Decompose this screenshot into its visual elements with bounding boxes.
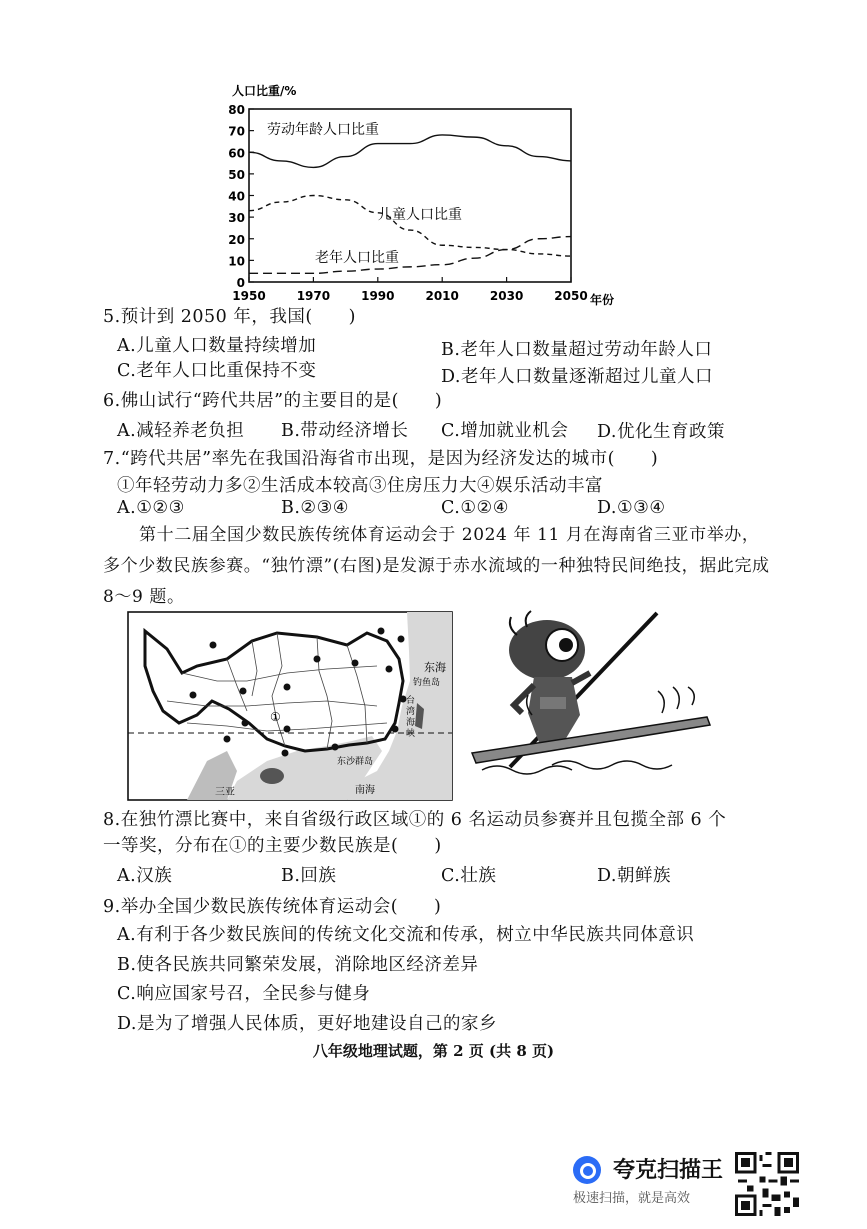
population-chart xyxy=(215,82,635,312)
q7-option-a[interactable]: A.①②③ xyxy=(117,498,185,518)
q7-option-c[interactable]: C.①②④ xyxy=(441,498,509,518)
q5-option-c[interactable]: C.老年人口比重保持不变 xyxy=(117,361,317,381)
y-tick-label: 40 xyxy=(228,189,245,204)
chart-ylabel: 人口比重/% xyxy=(232,84,297,98)
q7-option-d[interactable]: D.①③④ xyxy=(597,498,666,518)
q5-option-b[interactable]: B.老年人口数量超过劳动年龄人口 xyxy=(441,340,713,360)
china-map xyxy=(127,611,453,801)
map-label-strait-2: 湾 xyxy=(406,707,416,717)
mascot-right-arm xyxy=(572,673,590,683)
q5-option-d[interactable]: D.老年人口数量逐渐超过儿童人口 xyxy=(441,367,713,387)
x-tick-label: 2050 xyxy=(554,289,588,303)
q9-option-d[interactable]: D.是为了增强人民体质，更好地建设自己的家乡 xyxy=(117,1014,497,1034)
map-label-sanya: 三亚 xyxy=(215,787,235,798)
map-label-region-one: ① xyxy=(270,710,281,724)
q8-option-d[interactable]: D.朝鲜族 xyxy=(597,866,671,886)
label-children: 儿童人口比重 xyxy=(378,207,462,223)
scanner-tagline: 极速扫描，就是高效 xyxy=(573,1191,691,1206)
q7-items: ①年轻劳动力多②生活成本较高③住房压力大④娱乐活动丰富 xyxy=(117,476,603,496)
y-tick-label: 70 xyxy=(228,124,245,139)
series-line-2 xyxy=(249,237,571,274)
q6-option-c[interactable]: C.增加就业机会 xyxy=(441,421,569,441)
q9-stem: 9.举办全国少数民族传统体育运动会( ) xyxy=(103,897,442,917)
bamboo-log xyxy=(472,717,710,763)
y-tick-label: 50 xyxy=(228,167,245,182)
q5-option-a[interactable]: A.儿童人口数量持续增加 xyxy=(117,336,317,356)
q8-option-b[interactable]: B.回族 xyxy=(281,866,337,886)
q6-option-d[interactable]: D.优化生育政策 xyxy=(597,422,725,442)
map-label-strait-4: 峡 xyxy=(406,729,416,739)
q5-stem: 5.预计到 2050 年，我国( ) xyxy=(103,307,357,327)
y-tick-label: 0 xyxy=(236,276,245,290)
q9-option-a[interactable]: A.有利于各少数民族间的传统文化交流和传承，树立中华民族共同体意识 xyxy=(117,925,695,945)
y-tick-label: 10 xyxy=(228,254,245,269)
q7-option-b[interactable]: B.②③④ xyxy=(281,498,349,518)
q8-option-a[interactable]: A.汉族 xyxy=(117,866,173,886)
quark-logo-icon xyxy=(573,1156,601,1184)
series-line-0 xyxy=(249,135,571,167)
map-label-east-sea: 东海 xyxy=(424,661,446,674)
map-label-dongsha: 东沙群岛 xyxy=(337,757,374,767)
q8-stem-line1: 8.在独竹漂比赛中，来自省级行政区域①的 6 名运动员参赛并且包揽全部 6 个 xyxy=(103,810,727,830)
qr-code-icon xyxy=(735,1152,799,1216)
q7-stem: 7.“跨代共居”率先在我国沿海省市出现，是因为经济发达的城市( ) xyxy=(103,449,659,469)
series-line-1 xyxy=(249,196,571,257)
x-tick-label: 1950 xyxy=(232,289,266,303)
x-tick-label: 1990 xyxy=(361,289,395,303)
page-footer: 八年级地理试题，第 2 页 (共 8 页) xyxy=(312,1042,555,1060)
map-label-strait-1: 台 xyxy=(406,696,416,706)
mascot-pupil xyxy=(559,638,573,652)
intro-text: 第十二届全国少数民族传统体育运动会于 2024 年 11 月在海南省三亚市举办，多个少数民族参赛。“独竹漂”(右图)是发源于赤水流域的一种独特民间绝技，据此完成 8～9 题。 xyxy=(103,525,770,607)
map-label-strait-3: 海 xyxy=(406,718,416,728)
mascot-belt xyxy=(540,697,566,709)
label-elderly: 老年人口比重 xyxy=(315,250,399,266)
bamboo-rafting-mascot xyxy=(462,605,722,780)
q6-stem: 6.佛山试行“跨代共居”的主要目的是( ) xyxy=(103,391,443,411)
q9-option-c[interactable]: C.响应国家号召，全民参与健身 xyxy=(117,984,371,1004)
q8-option-c[interactable]: C.壮族 xyxy=(441,866,497,886)
y-tick-label: 60 xyxy=(228,146,245,161)
hainan-island xyxy=(260,768,284,784)
map-label-diaoyu: 钓鱼岛 xyxy=(413,678,441,688)
y-tick-label: 80 xyxy=(228,103,245,117)
scanner-name: 夸克扫描王 xyxy=(613,1158,724,1183)
x-tick-label: 2030 xyxy=(489,289,524,303)
y-tick-label: 20 xyxy=(228,232,245,247)
q6-option-a[interactable]: A.减轻养老负担 xyxy=(117,421,245,441)
q9-option-b[interactable]: B.使各民族共同繁荣发展，消除地区经济差异 xyxy=(117,955,479,975)
x-tick-label: 1970 xyxy=(296,289,331,303)
map-label-nanhai: 南海 xyxy=(355,785,375,796)
chart-xlabel: 年份 xyxy=(590,293,615,307)
y-tick-label: 30 xyxy=(228,211,245,226)
q6-option-b[interactable]: B.带动经济增长 xyxy=(281,421,409,441)
x-tick-label: 2010 xyxy=(425,289,459,303)
label-working-age: 劳动年龄人口比重 xyxy=(267,122,379,138)
q8-stem-line2: 一等奖，分布在①的主要少数民族是( ) xyxy=(103,836,442,856)
intro-paragraph xyxy=(103,520,773,613)
